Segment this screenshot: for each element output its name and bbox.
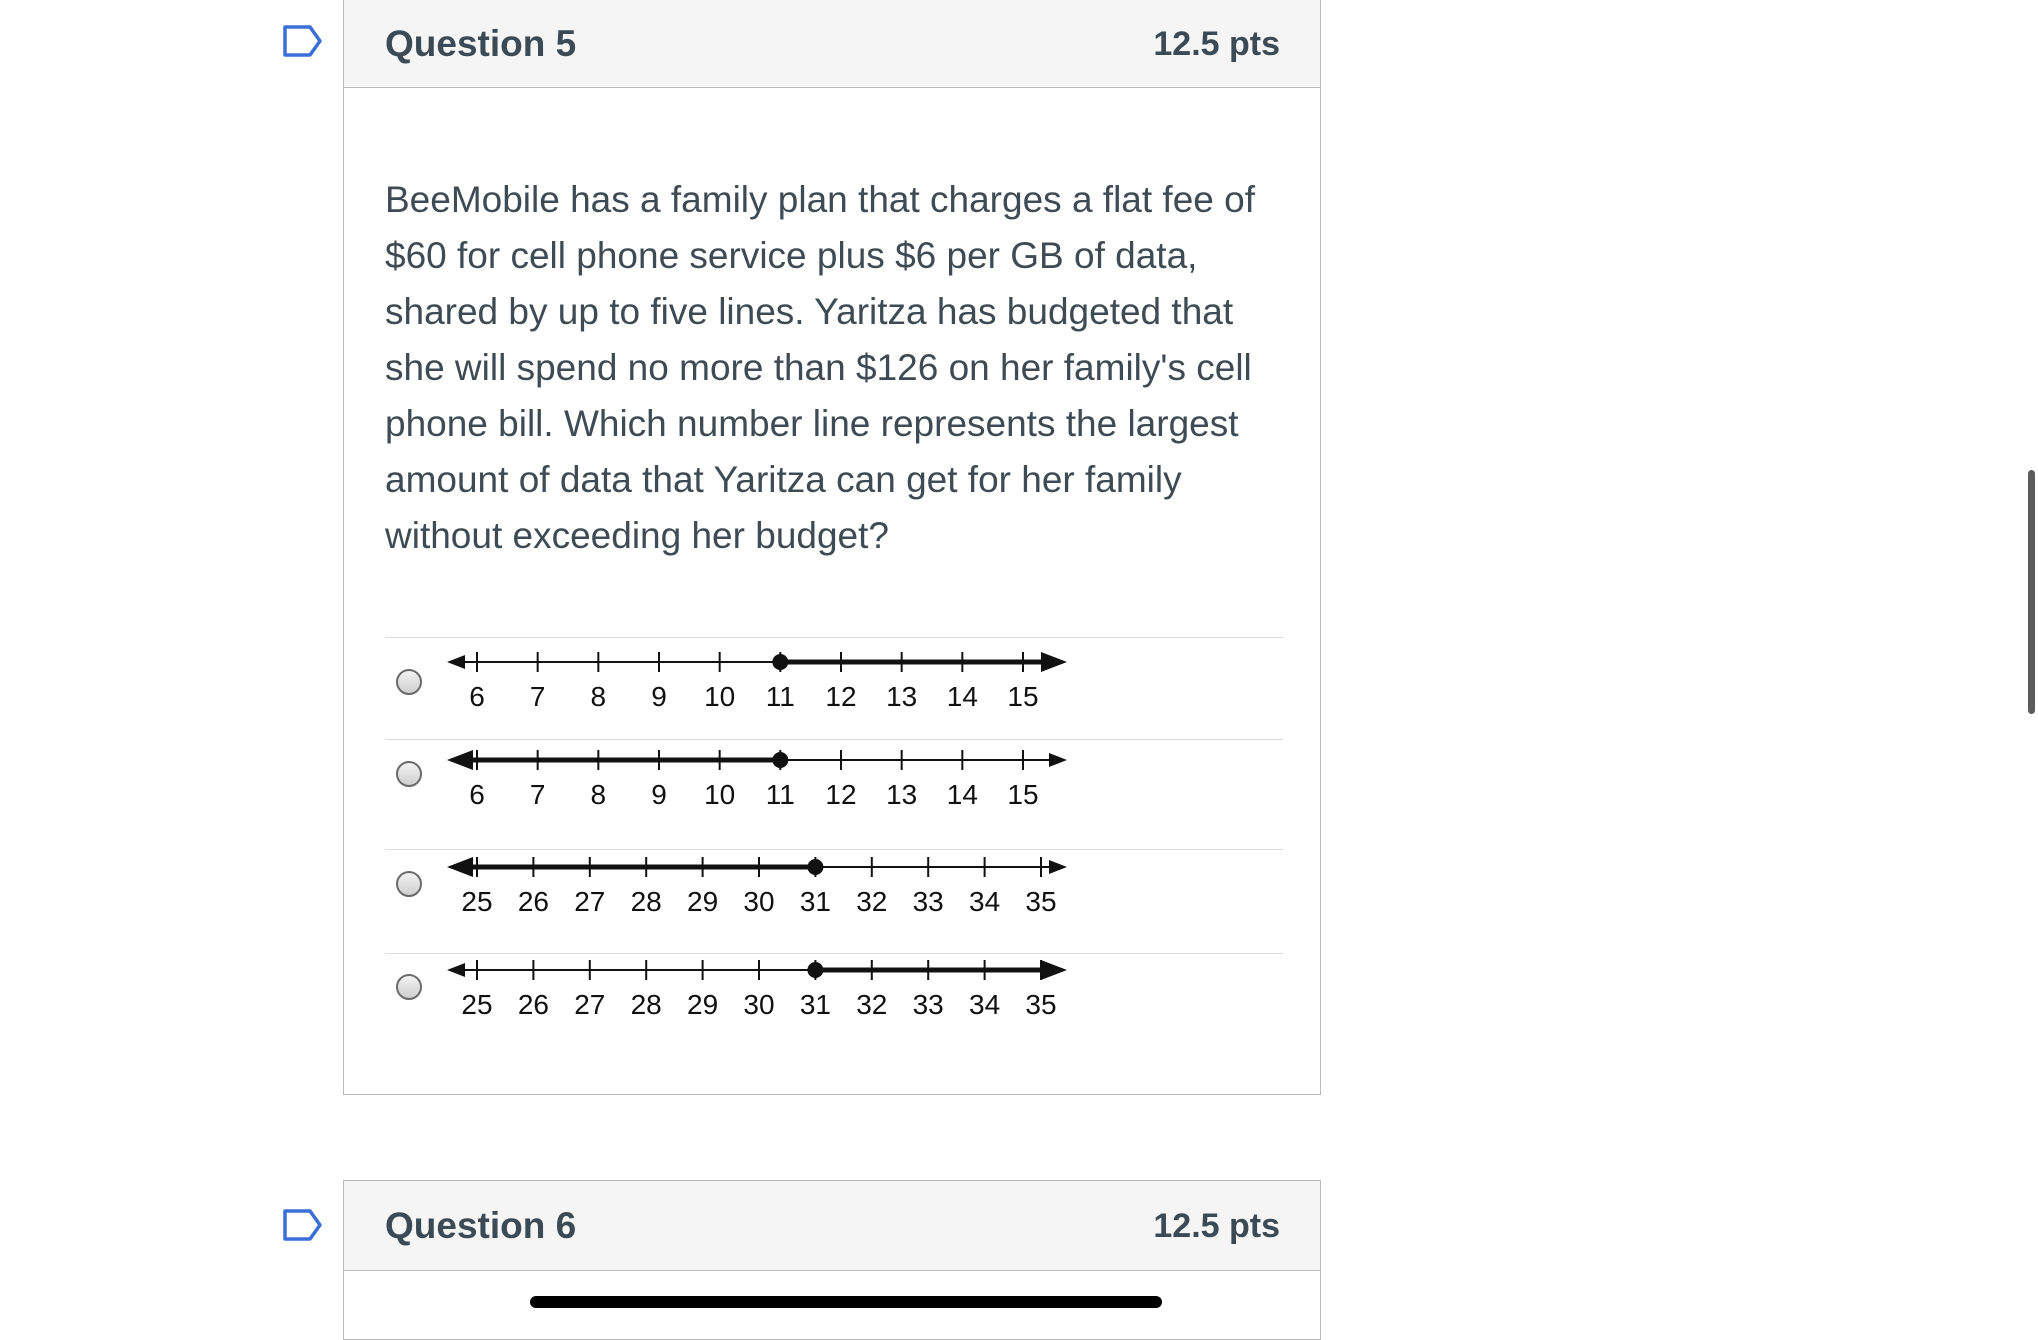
tick-label: 15 — [1007, 681, 1039, 712]
tick-label: 28 — [630, 989, 662, 1020]
number-line — [439, 853, 1079, 943]
tick-label: 11 — [765, 779, 795, 810]
tick-label: 11 — [765, 681, 795, 712]
flag-question-6-icon[interactable] — [282, 1208, 324, 1242]
question-6-header — [344, 1181, 1320, 1271]
tick-label: 28 — [630, 886, 662, 917]
tick-label: 6 — [469, 779, 485, 810]
arrow-left-icon — [447, 963, 465, 977]
question-5-card — [343, 0, 1321, 1095]
tick-label: 32 — [856, 989, 888, 1020]
tick-label: 10 — [704, 779, 736, 810]
tick-label: 35 — [1025, 989, 1057, 1020]
tick-label: 8 — [590, 779, 607, 810]
scrollbar-thumb[interactable] — [2028, 470, 2035, 714]
tick-label: 32 — [856, 886, 888, 917]
question-title: Question 6 — [385, 1205, 577, 1246]
home-indicator[interactable] — [530, 1296, 1162, 1308]
tick-label: 27 — [574, 989, 606, 1020]
arrow-left-icon — [447, 750, 473, 770]
tick-label: 10 — [704, 681, 736, 712]
tick-label: 13 — [886, 681, 918, 712]
number-line — [439, 648, 1079, 738]
closed-dot-icon — [772, 752, 788, 768]
tick-label: 12 — [825, 681, 857, 712]
radio-button[interactable] — [396, 974, 422, 1000]
question-6-card — [343, 1180, 1321, 1340]
tick-label: 25 — [461, 886, 493, 917]
radio-button[interactable] — [396, 871, 422, 897]
number-line — [439, 956, 1079, 1046]
tick-label: 9 — [651, 779, 667, 810]
number-line — [439, 746, 1079, 836]
tick-label: 30 — [743, 989, 775, 1020]
answer-option-4[interactable] — [385, 953, 1283, 1063]
tick-label: 33 — [912, 886, 944, 917]
tick-label: 26 — [517, 886, 549, 917]
question-points: 12.5 pts — [1153, 1207, 1280, 1245]
tick-label: 31 — [799, 989, 831, 1020]
tick-label: 7 — [529, 779, 546, 810]
question-title: Question 5 — [385, 23, 577, 64]
closed-dot-icon — [807, 859, 823, 875]
tick-label: 8 — [590, 681, 607, 712]
tick-label: 27 — [574, 886, 606, 917]
answer-option-2[interactable] — [385, 739, 1283, 849]
tick-label: 35 — [1025, 886, 1057, 917]
tick-label: 34 — [969, 886, 1001, 917]
tick-label: 29 — [687, 886, 719, 917]
tick-label: 14 — [946, 681, 978, 712]
tick-label: 12 — [825, 779, 857, 810]
tick-label: 26 — [517, 989, 549, 1020]
tick-label: 33 — [912, 989, 944, 1020]
flag-question-5-icon[interactable] — [282, 24, 324, 58]
tick-label: 14 — [946, 779, 978, 810]
tick-label: 25 — [461, 989, 493, 1020]
arrow-right-icon — [1049, 860, 1067, 874]
question-points: 12.5 pts — [1153, 25, 1280, 63]
closed-dot-icon — [772, 654, 788, 670]
tick-label: 31 — [799, 886, 831, 917]
arrow-right-icon — [1049, 753, 1067, 767]
tick-label: 6 — [469, 681, 485, 712]
arrow-right-icon — [1041, 960, 1067, 980]
answer-option-1[interactable] — [385, 637, 1283, 739]
question-text: BeeMobile has a family plan that charges a flat fee of $60 for cell phone service plus $6 per GB of data, shared by up to five lines. Yaritza has budgeted that she will spend no more than $126 on her family's cell phone bill. Which number line represents the largest amount of data that Yaritza can get for her family without exceeding her budget? — [385, 179, 1256, 556]
tick-label: 7 — [529, 681, 546, 712]
tick-label: 9 — [651, 681, 667, 712]
arrow-right-icon — [1041, 652, 1067, 672]
tick-label: 30 — [743, 886, 775, 917]
answer-option-3[interactable] — [385, 849, 1283, 953]
radio-button[interactable] — [396, 761, 422, 787]
tick-label: 34 — [969, 989, 1001, 1020]
tick-label: 13 — [886, 779, 918, 810]
closed-dot-icon — [807, 962, 823, 978]
arrow-left-icon — [447, 857, 473, 877]
radio-button[interactable] — [396, 669, 422, 695]
answer-list — [385, 637, 1283, 1063]
arrow-left-icon — [447, 655, 465, 669]
tick-label: 15 — [1007, 779, 1039, 810]
question-5-header — [344, 0, 1320, 88]
tick-label: 29 — [687, 989, 719, 1020]
